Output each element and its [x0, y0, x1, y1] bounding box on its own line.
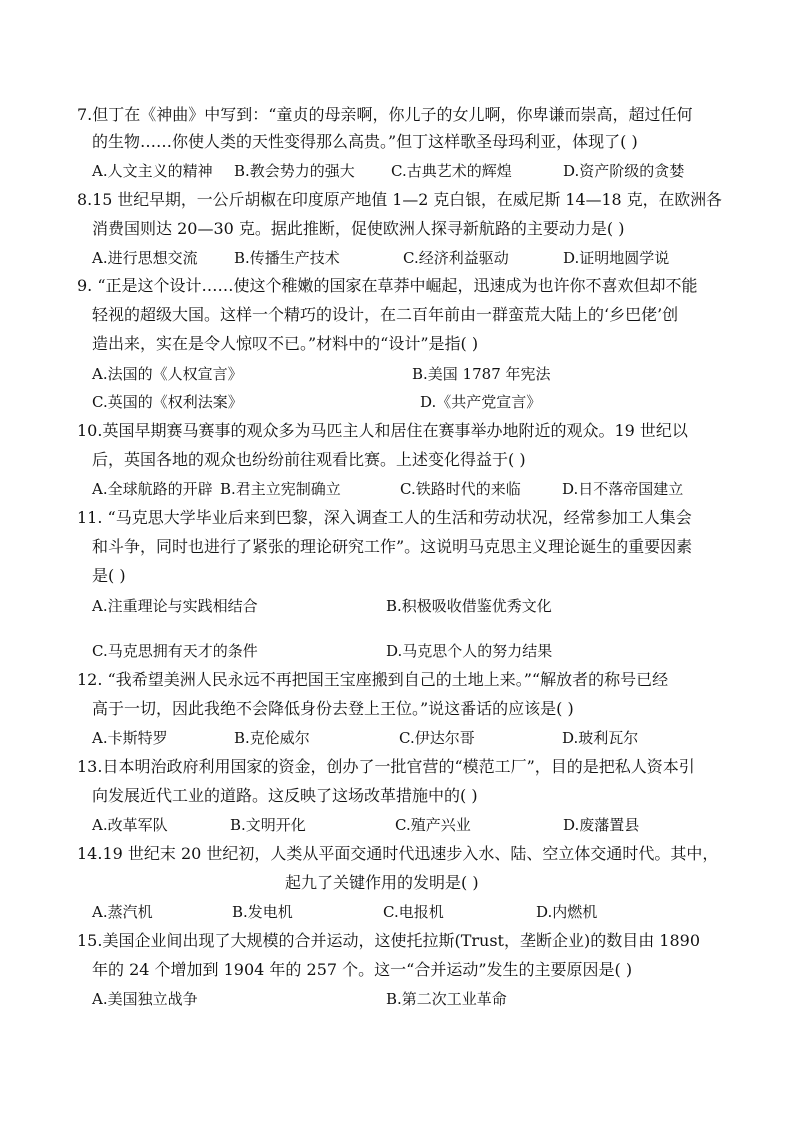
q7-stem-line-2: 的生物……你使人类的天性变得那么高贵。”但丁这样歌圣母玛利亚，体现了( ) — [92, 132, 638, 151]
q8-stem-line-1: 8.15 世纪早期，一公斤胡椒在印度原产地值 1—2 克白银，在威尼斯 14—18 克，在欧洲各 — [77, 190, 722, 209]
q15-stem-line-1: 15.美国企业间出现了大规模的合并运动，这使托拉斯(Trust，垄断企业)的数目由 1890 — [77, 931, 701, 950]
q14-stem-line-1: 14.19 世纪末 20 世纪初，人类从平面交通时代迅速步入水、陆、空立体交通时代。其中， — [77, 844, 719, 863]
q12-option-b: B.克伦威尔 — [234, 729, 310, 747]
q14-option-c: C.电报机 — [383, 903, 444, 921]
q7-option-b: B.教会势力的强大 — [234, 162, 355, 180]
q15-option-b: B.第二次工业革命 — [386, 990, 507, 1008]
q10-option-a: A.全球航路的开辟 — [92, 480, 213, 498]
q10-stem-line-2: 后，英国各地的观众也纷纷前往观看比赛。上述变化得益于( ) — [92, 450, 526, 469]
q7-option-d: D.资产阶级的贪婪 — [563, 162, 685, 180]
q8-option-a: A.进行思想交流 — [92, 249, 198, 267]
q9-stem-line-2: 轻视的超级大国。这样一个精巧的设计，在二百年前由一群蛮荒大陆上的‘乡巴佬’创 — [92, 305, 679, 324]
q10-option-c: C.铁路时代的来临 — [400, 480, 521, 498]
q13-option-b: B.文明开化 — [230, 816, 306, 834]
q15-stem-line-2: 年的 24 个增加到 1904 年的 257 个。这一“合并运动”发生的主要原因是( ) — [92, 960, 633, 979]
q14-option-a: A.蒸汽机 — [92, 903, 153, 921]
q13-option-a: A.改革军队 — [92, 816, 168, 834]
q8-option-d: D.证明地圆学说 — [563, 249, 670, 267]
q9-option-d: D.《共产党宣言》 — [420, 393, 542, 411]
q9-stem-line-1: 9. “正是这个设计……使这个稚嫩的国家在草莽中崛起，迅速成为也许你不喜欢但却不能 — [77, 276, 698, 295]
q11-option-a: A.注重理论与实践相结合 — [92, 597, 258, 615]
q12-option-c: C.伊达尔哥 — [399, 729, 475, 747]
q8-option-c: C.经济利益驱动 — [403, 249, 509, 267]
q10-stem-line-1: 10.英国早期赛马赛事的观众多为马匹主人和居住在赛事举办地附近的观众。19 世纪以 — [77, 421, 688, 440]
q12-option-a: A.卡斯特罗 — [92, 729, 168, 747]
q11-stem-line-1: 11. “马克思大学毕业后来到巴黎，深入调查工人的生活和劳动状况，经常参加工人集会 — [77, 508, 692, 527]
q13-stem-line-1: 13.日本明治政府利用国家的资金，创办了一批官营的“模范工厂”，目的是把私人资本引 — [77, 757, 695, 776]
q9-option-a: A.法国的《人权宣言》 — [92, 365, 243, 383]
q13-option-d: D.废藩置县 — [563, 816, 640, 834]
q13-option-c: C.殖产兴业 — [395, 816, 471, 834]
q11-stem-line-2: 和斗争，同时也进行了紧张的理论研究工作”。这说明马克思主义理论诞生的重要因素 — [92, 537, 693, 556]
q7-option-c: C.古典艺术的辉煌 — [391, 162, 512, 180]
q7-stem-line-1: 7.但丁在《神曲》中写到：“童贞的母亲啊，你儿子的女儿啊，你卑谦而崇高，超过任何 — [77, 105, 693, 124]
q12-stem-line-2: 高于一切，因此我绝不会降低身份去登上王位。”说这番话的应该是( ) — [92, 699, 574, 718]
q9-option-c: C.英国的《权利法案》 — [92, 393, 243, 411]
q10-option-d: D.日不落帝国建立 — [562, 480, 684, 498]
q11-option-d: D.马克思个人的努力结果 — [386, 642, 553, 660]
q11-stem-line-3: 是( ) — [92, 566, 126, 585]
q9-stem-line-3: 造出来，实在是令人惊叹不已。”材料中的“设计”是指( ) — [92, 334, 479, 353]
q12-option-d: D.玻利瓦尔 — [562, 729, 639, 747]
q9-option-b: B.美国 1787 年宪法 — [412, 365, 551, 383]
q8-stem-line-2: 消费国则达 20—30 克。据此推断，促使欧洲人探寻新航路的主要动力是( ) — [92, 219, 625, 238]
q10-option-b: B.君主立宪制确立 — [220, 480, 341, 498]
q7-option-a: A.人文主义的精神 — [92, 162, 213, 180]
q14-option-b: B.发电机 — [232, 903, 293, 921]
q15-option-a: A.美国独立战争 — [92, 990, 198, 1008]
q11-option-c: C.马克思拥有天才的条件 — [92, 642, 258, 660]
q8-option-b: B.传播生产技术 — [234, 249, 340, 267]
q13-stem-line-2: 向发展近代工业的道路。这反映了这场改革措施中的( ) — [92, 786, 478, 805]
q14-stem-line-2: 起九了关键作用的发明是( ) — [285, 873, 479, 892]
q12-stem-line-1: 12. “我希望美洲人民永远不再把国王宝座搬到自己的土地上来。”“解放者的称号已经 — [77, 670, 669, 689]
q14-option-d: D.内燃机 — [536, 903, 598, 921]
q11-option-b: B.积极吸收借鉴优秀文化 — [386, 597, 552, 615]
